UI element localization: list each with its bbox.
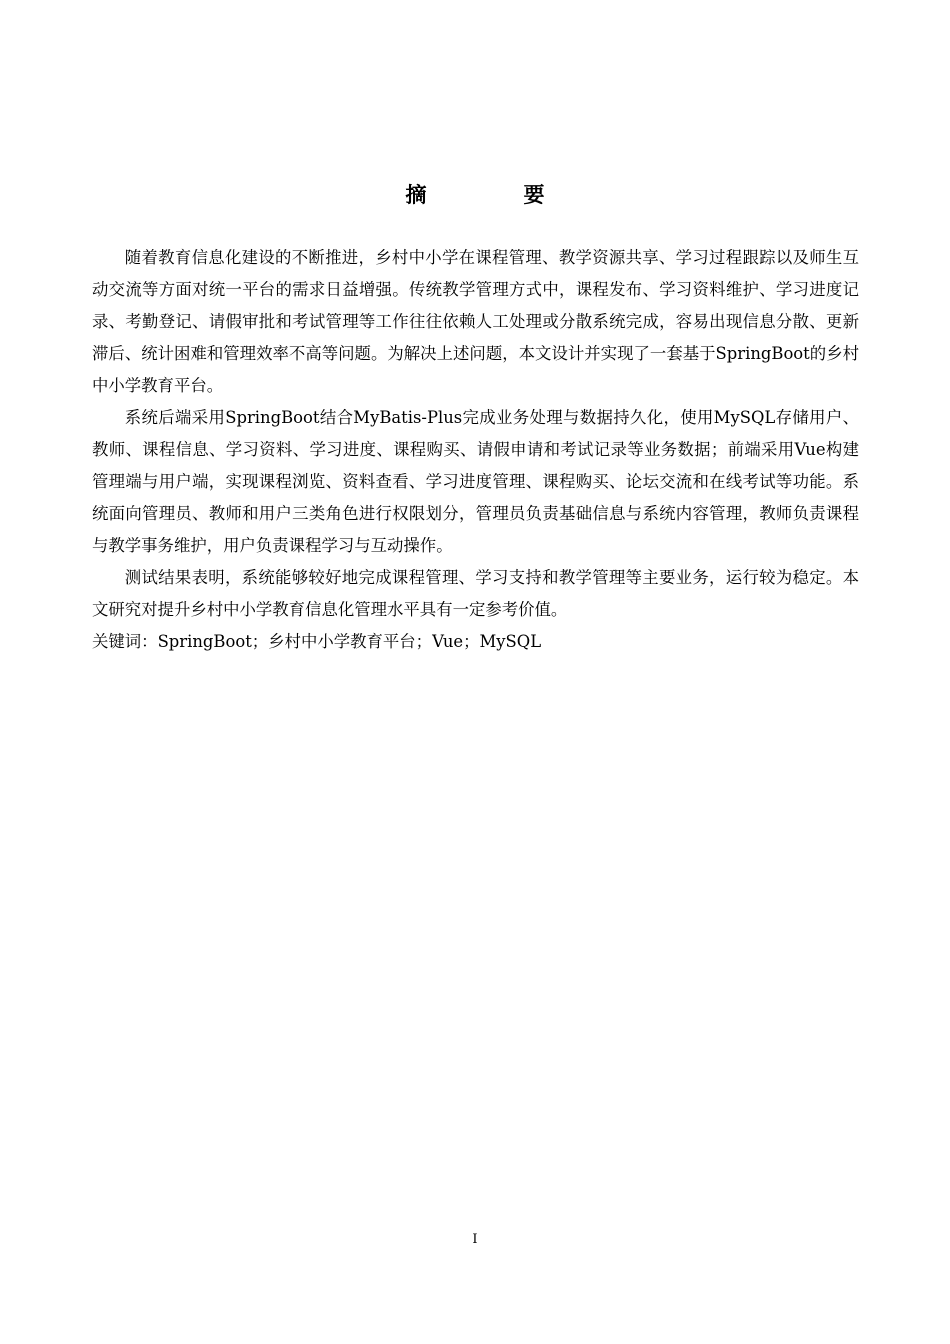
abstract-paragraph-3: 测试结果表明，系统能够较好地完成课程管理、学习支持和教学管理等主要业务，运行较为稳定。本文研究对提升乡村中小学教育信息化管理水平具有一定参考价值。 bbox=[92, 568, 859, 619]
keywords-line bbox=[92, 626, 859, 658]
keywords-label: 关键词： bbox=[92, 632, 158, 651]
page-number: I bbox=[472, 1232, 478, 1247]
abstract-body bbox=[92, 242, 859, 658]
abstract-paragraph-1: 随着教育信息化建设的不断推进，乡村中小学在课程管理、教学资源共享、学习过程跟踪以及师生互动交流等方面对统一平台的需求日益增强。传统教学管理方式中，课程发布、学习资料维护、学习进度记录、考勤登记、请假审批和考试管理等工作往往依赖人工处理或分散系统完成，容易出现信息分散、更新滞后、统计困难和管理效率不高等问题。为解决上述问题，本文设计并实现了一套基于SpringBoot的乡村中小学教育平台。 bbox=[92, 248, 859, 395]
keywords-text: SpringBoot；乡村中小学教育平台；Vue；MySQL bbox=[157, 632, 542, 651]
abstract-title: 摘 要 bbox=[405, 183, 583, 207]
abstract-paragraph-2: 系统后端采用SpringBoot结合MyBatis-Plus完成业务处理与数据持久化，使用MySQL存储用户、教师、课程信息、学习资料、学习进度、课程购买、请假申请和考试记录等业务数据；前端采用Vue构建管理端与用户端，实现课程浏览、资料查看、学习进度管理、课程购买、论坛交流和在线考试等功能。系统面向管理员、教师和用户三类角色进行权限划分，管理员负责基础信息与系统内容管理，教师负责课程与教学事务维护，用户负责课程学习与互动操作。 bbox=[92, 408, 859, 555]
